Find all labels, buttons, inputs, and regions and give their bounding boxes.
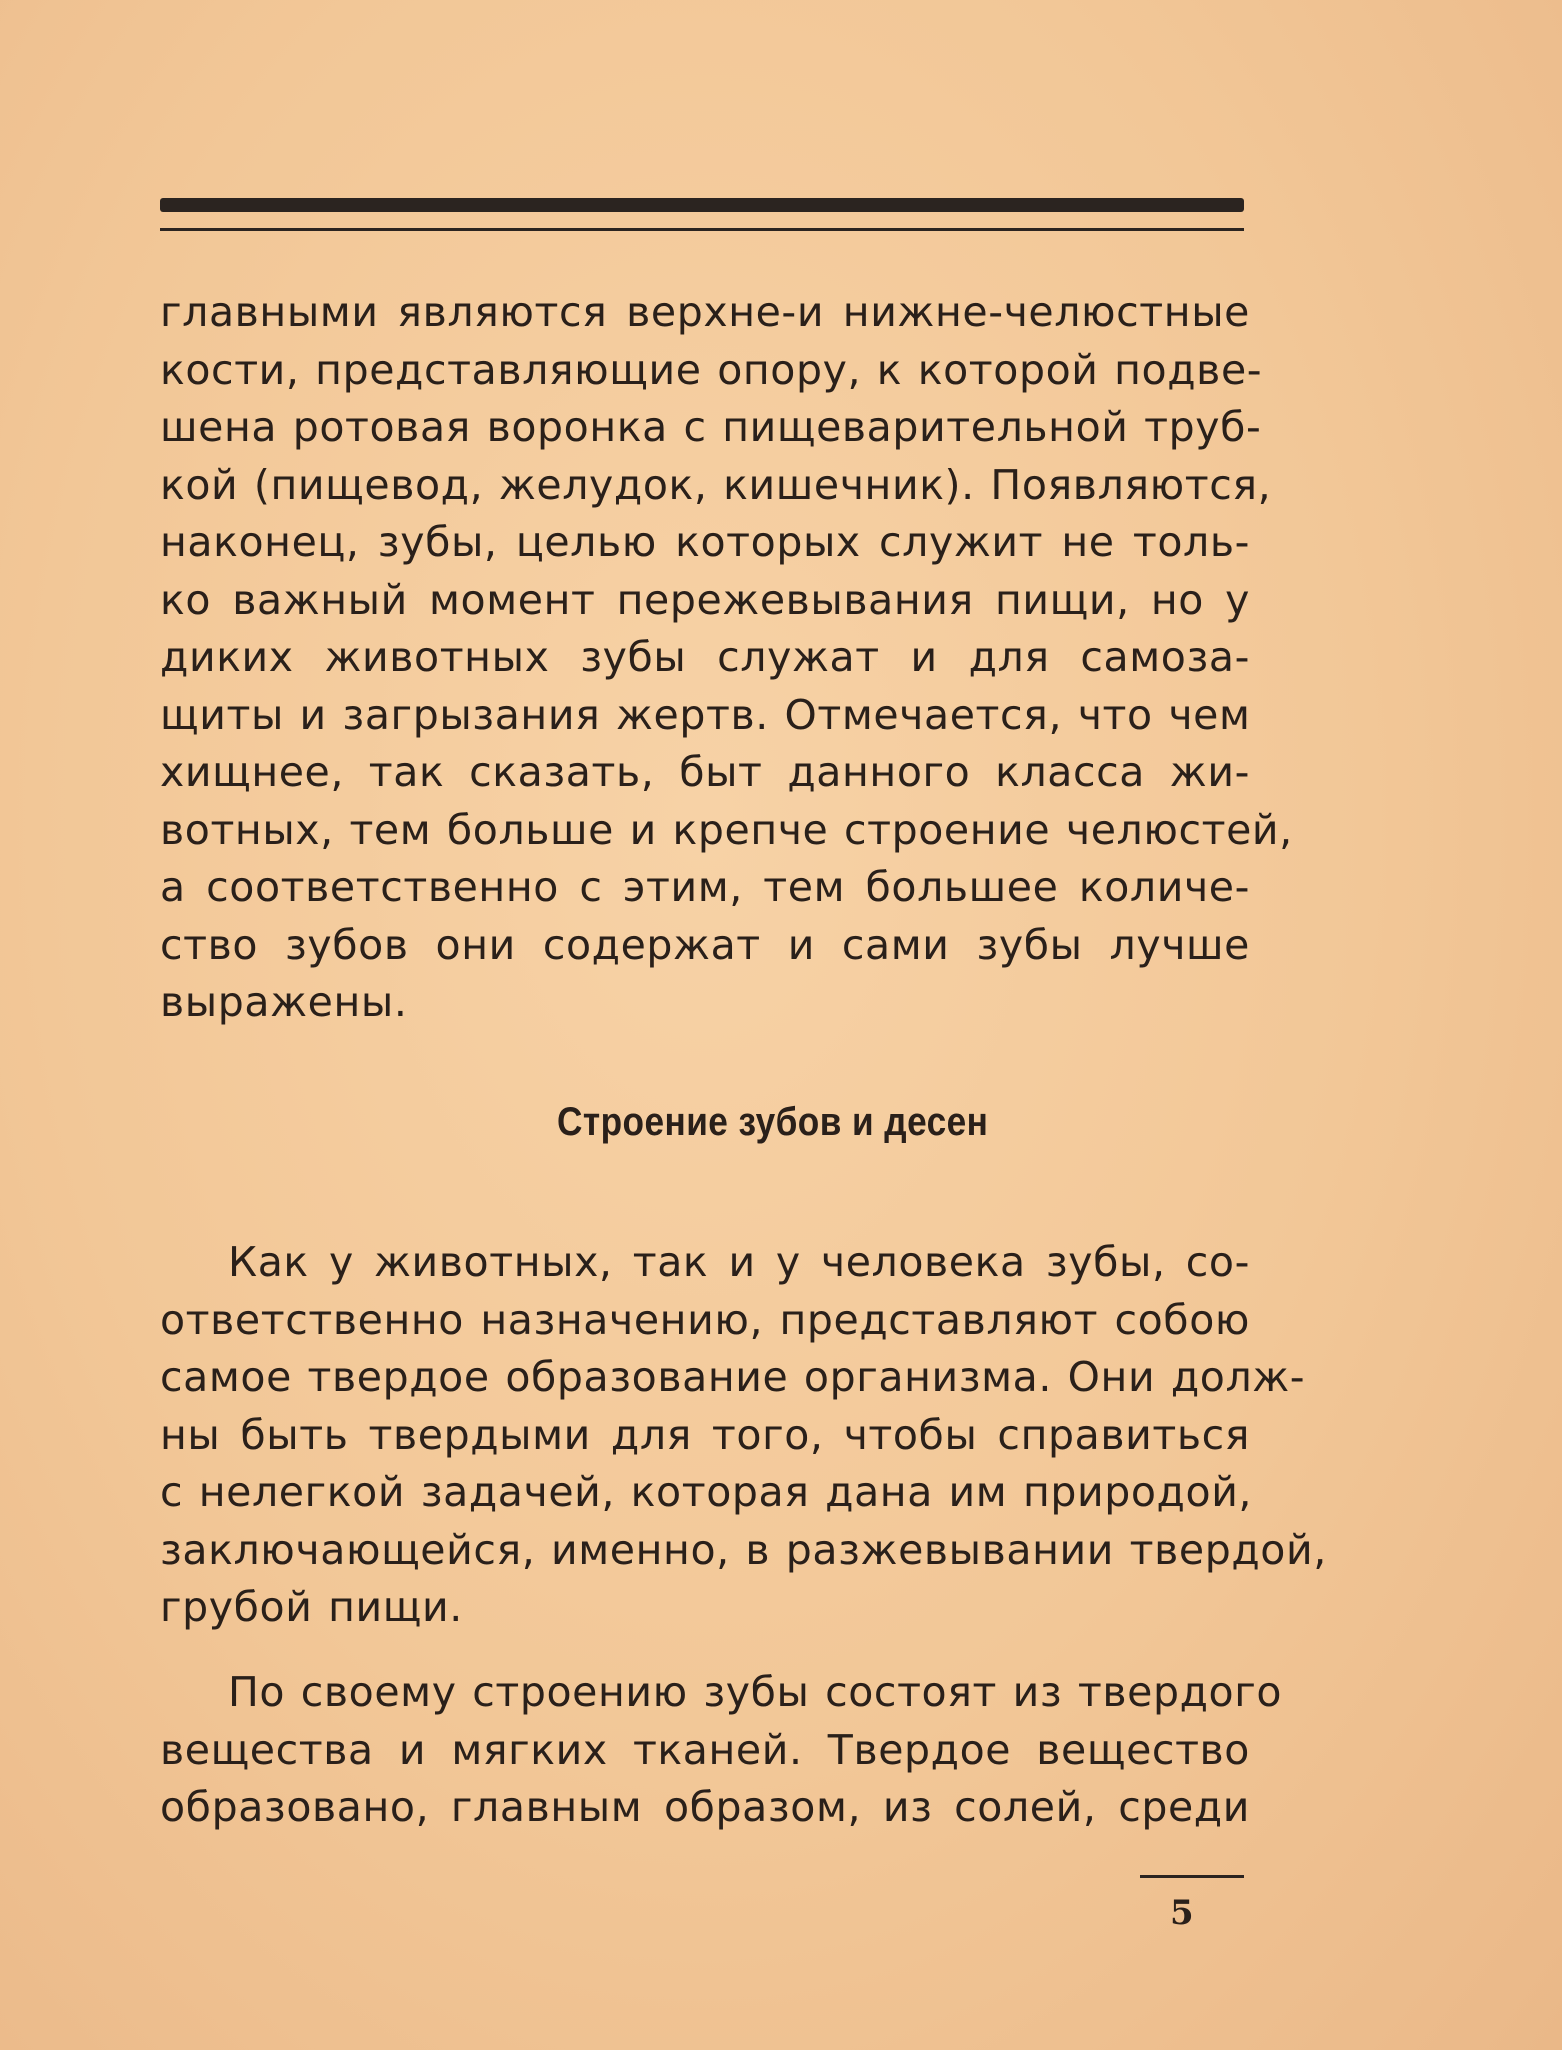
- text-line: самое твердое образование организма. Они долж-: [160, 1353, 1306, 1401]
- text-line: вотных, тем больше и крепче строение челюстей,: [160, 805, 1293, 854]
- text-line: ство зубов они содержат и сами зубы лучше: [160, 920, 1250, 969]
- section-heading: Строение зубов и десен: [557, 1100, 989, 1144]
- text-line: диких животных зубы служат и для самоза-: [160, 633, 1250, 681]
- text-line: выражены.: [160, 978, 408, 1026]
- text-line: щиты и загрызания жертв. Отмечается, что чем: [160, 690, 1251, 739]
- text-line: вещества и мягких тканей. Твердое вещество: [160, 1725, 1250, 1774]
- text-line: ны быть твердыми для того, чтобы справиться: [160, 1410, 1250, 1459]
- text-line: заключающейся, именно, в разжевывании твердой,: [160, 1525, 1327, 1574]
- paragraph-2: [160, 1234, 1327, 1637]
- text-line: а соответственно с этим, тем большее количе-: [160, 863, 1250, 911]
- paragraph-3: [160, 1664, 1283, 1837]
- text-line: хищнее, так сказать, быт данного класса жи-: [160, 748, 1250, 796]
- page-number-rule: [1140, 1875, 1244, 1878]
- text-line: образовано, главным образом, из солей, среди: [160, 1783, 1250, 1831]
- paragraph-1: [160, 284, 1293, 1032]
- header-rule-thick: [160, 198, 1244, 212]
- text-line: кой (пищевод, желудок, кишечник). Появляются,: [160, 460, 1272, 509]
- header-rule-thin: [160, 228, 1244, 231]
- text-line: Как у животных, так и у человека зубы, со-: [228, 1238, 1250, 1286]
- text-line: шена ротовая воронка с пищеварительной труб-: [160, 403, 1262, 451]
- text-line: главными являются верхне-и нижне-челюстные: [160, 288, 1250, 336]
- text-line: ко важный момент пережевывания пищи, но у: [160, 575, 1250, 624]
- text-line: По своему строению зубы состоят из твердого: [228, 1668, 1283, 1716]
- text-line: грубой пищи.: [160, 1583, 463, 1631]
- page-number: 5: [1170, 1893, 1194, 1933]
- text-line: наконец, зубы, целью которых служит не толь-: [160, 518, 1250, 566]
- text-line: ответственно назначению, представляют собою: [160, 1295, 1250, 1344]
- text-line: кости, представляющие опору, к которой подве-: [160, 345, 1263, 394]
- text-line: с нелегкой задачей, которая дана им природой,: [160, 1468, 1253, 1516]
